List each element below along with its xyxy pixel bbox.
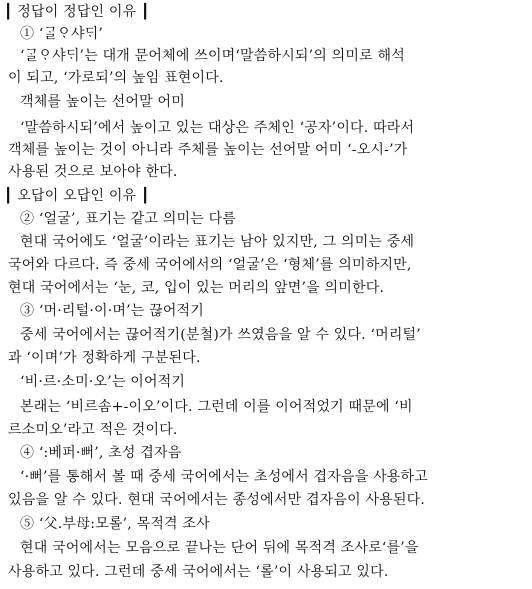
paragraph-line: 이 되고, ‘가로되’의 높임 표현이다. bbox=[8, 70, 224, 86]
paragraph-line: 사용된 것으로 보아야 한다. bbox=[8, 164, 178, 180]
paragraph-line: ‘·뻐’를 통해서 볼 때 중세 국어에서는 초성에서 겹자음을 사용하고 bbox=[20, 469, 428, 485]
paragraph-line: 르소미오’라고 적은 것이다. bbox=[8, 422, 178, 438]
paragraph-line: 현대 국어에서는 ‘눈, 코, 입이 있는 머리의 앞면’을 의미한다. bbox=[8, 280, 385, 296]
paragraph-line: 국어와 다르다. 즉 중세 국어에서의 ‘얼굴’은 ‘형체’를 의미하지만, bbox=[8, 257, 412, 273]
subheading: ‘비·르·소미·오’는 이어적기 bbox=[20, 374, 186, 390]
paragraph-line: ‘말씀하시되’에서 높이고 있는 대상은 주체인 ‘공자’이다. 따라서 bbox=[20, 120, 415, 136]
paragraph-line: ‘ᄀᆞᆯᄋᆞ샤ᄃᆡ’는 대개 문어체에 쓰이며‘말씀하시되’의 의미로 해석 bbox=[20, 48, 405, 64]
section-heading-correct: ┃ 정답이 정답인 이유 ┃ bbox=[4, 4, 150, 20]
item-heading-4: ④ ‘:베퍼·뻐’, 초성 겹자음 bbox=[20, 445, 182, 461]
paragraph-line: 객체를 높이는 것이 아니라 주체를 높이는 선어말 어미 ‘-오시-’가 bbox=[8, 142, 408, 158]
paragraph-line: 본래는 ‘비르솜+-이오’이다. 그런데 이를 이어적었기 때문에 ‘비 bbox=[20, 399, 413, 415]
item-heading-2: ② ‘얼굴’, 표기는 같고 의미는 다름 bbox=[20, 211, 237, 227]
paragraph-line: 현대 국어에도 ‘얼굴’이라는 표기는 남아 있지만, 그 의미는 중세 bbox=[20, 234, 415, 250]
subheading: 객체를 높이는 선어말 어미 bbox=[20, 94, 185, 110]
paragraph-line: 사용하고 있다. 그런데 중세 국어에서는 ‘롤’이 사용되고 있다. bbox=[8, 564, 389, 580]
paragraph-line: 있음을 알 수 있다. 현대 국어에서는 종성에서만 겹자음이 사용된다. bbox=[8, 492, 426, 508]
item-heading-3: ③ ‘머·리털·이·며’는 끊어적기 bbox=[20, 303, 204, 319]
paragraph-line: 과 ‘이며’가 정확하게 구분된다. bbox=[8, 350, 201, 366]
section-heading-incorrect: ┃ 오답이 오답인 이유 ┃ bbox=[4, 188, 150, 204]
paragraph-line: 중세 국어에서는 끊어적기(분철)가 쓰였음을 알 수 있다. ‘머리털’ bbox=[20, 327, 421, 343]
paragraph-line: 현대 국어에서는 모음으로 끝나는 단어 뒤에 목적격 조사로‘를’을 bbox=[20, 540, 419, 556]
item-heading-1: ① ‘ᄀᆞᆯᄋᆞ샤ᄃᆡ’ bbox=[20, 26, 104, 42]
item-heading-5: ⑤ ‘父.부母:모롤’, 목적격 조사 bbox=[20, 516, 210, 532]
